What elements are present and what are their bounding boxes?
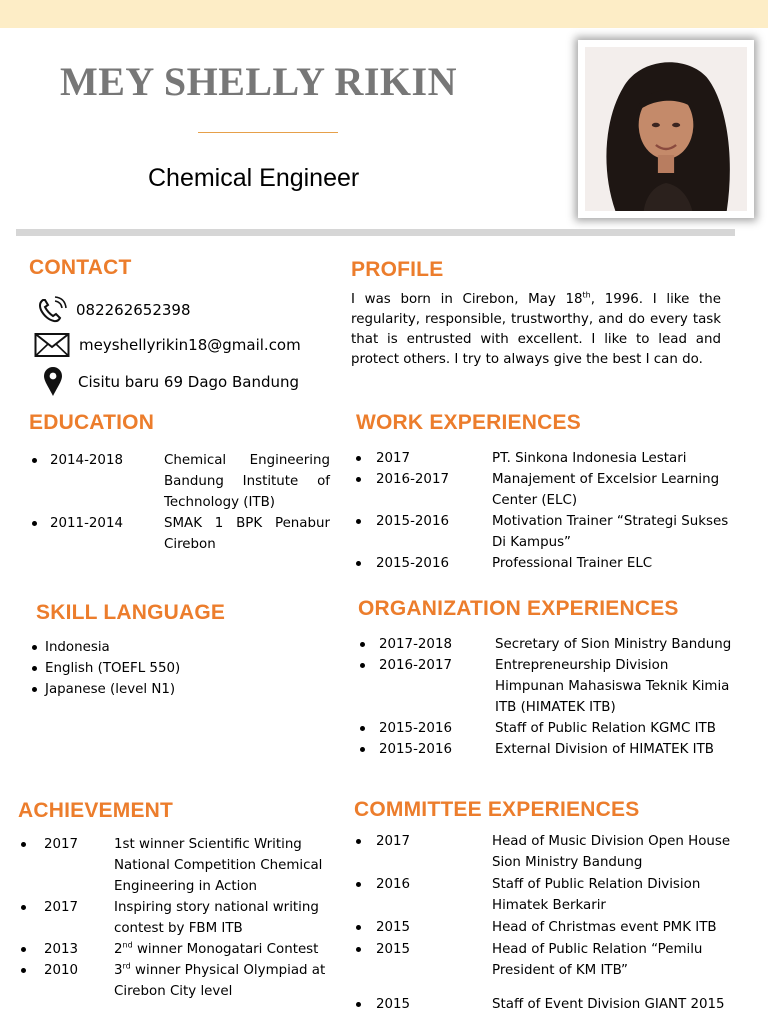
education-desc: Chemical Engineering Bandung Institute of Technology (ITB) [164,453,330,510]
achievement-item [19,834,339,897]
bullet-icon [356,925,361,930]
committee-item [356,994,742,1015]
organization-item [358,634,738,655]
committee-desc: Staff of Event Division GIANT 2015 [492,997,725,1012]
committee-desc: Staff of Public Relation Division Himatek Berkarir [492,877,701,913]
achievement-desc [114,939,339,960]
education-desc: SMAK 1 BPK Penabur Cirebon [164,516,330,552]
organization-desc: External Division of HIMATEK ITB [495,742,714,757]
bullet-icon [21,842,26,847]
bullet-icon [356,947,361,952]
language-name: Indonesia [45,640,110,655]
bullet-icon [356,882,361,887]
committee-item [356,874,742,916]
work-item [356,511,742,553]
bullet-icon [32,666,37,671]
achievement-desc-text: winner Monogatari Contest [132,942,319,957]
bullet-icon [360,663,365,668]
profile-photo [585,47,747,211]
language-item [30,637,320,658]
work-heading: WORK EXPERIENCES [356,411,581,434]
education-heading: EDUCATION [29,411,155,434]
bullet-icon [356,519,361,524]
work-item [356,553,742,574]
contact-address: Cisitu baru 69 Dago Bandung [78,373,300,391]
bullet-icon [360,747,365,752]
bullet-icon [356,839,361,844]
bullet-icon [32,458,37,463]
organization-year: 2015-2016 [379,742,452,757]
work-year: 2016-2017 [376,472,449,487]
committee-desc: Head of Public Relation “Pemilu President of KM ITB” [492,942,703,978]
contact-heading: CONTACT [29,256,132,279]
profile-photo-frame [578,40,754,218]
education-year: 2011-2014 [50,516,123,531]
achievement-desc-prefix: 3 [114,963,123,978]
job-title: Chemical Engineer [148,164,360,192]
achievement-list [19,834,339,1002]
language-name: English (TOEFL 550) [45,661,181,676]
bullet-icon [356,477,361,482]
organization-item [358,739,738,760]
work-item [356,448,742,469]
committee-heading: COMMITTEE EXPERIENCES [354,798,640,821]
contact-phone: 082262652398 [76,301,191,319]
bullet-icon [360,726,365,731]
work-desc: Manajement of Excelsior Learning Center (ELC) [492,472,720,508]
work-desc: Motivation Trainer “Strategi Sukses Di Kampus” [492,514,729,550]
bullet-icon [21,947,26,952]
organization-year: 2015-2016 [379,721,452,736]
bullet-icon [356,561,361,566]
contact-phone-row [36,296,191,324]
organization-item [358,655,738,718]
education-item [30,513,330,555]
education-item [30,450,330,513]
organization-year: 2016-2017 [379,658,452,673]
organization-desc: Staff of Public Relation KGMC ITB [495,721,716,736]
achievement-item [19,897,339,939]
bullet-icon [360,642,365,647]
work-list [356,448,742,574]
committee-year: 2015 [376,920,411,935]
contact-address-row [42,366,299,398]
committee-year: 2017 [376,834,411,849]
work-desc: PT. Sinkona Indonesia Lestari [492,451,687,466]
envelope-icon [34,332,70,358]
profile-heading: PROFILE [351,258,444,281]
work-item [356,469,742,511]
profile-text-start: I was born in Cirebon, May 18 [351,292,583,307]
profile-text-sup: th [582,290,591,300]
committee-year: 2016 [376,877,411,892]
skill-language-heading: SKILL LANGUAGE [36,601,226,624]
bullet-icon [356,1002,361,1007]
achievement-year: 2017 [44,837,79,852]
phone-icon [36,296,68,324]
committee-item [356,917,742,938]
organization-year: 2017-2018 [379,637,452,652]
committee-desc: Head of Christmas event PMK ITB [492,920,717,935]
achievement-year: 2013 [44,942,79,957]
achievement-desc: Inspiring story national writing contest by FBM ITB [114,900,319,936]
top-accent-bar [0,0,768,28]
header-divider [16,229,735,236]
organization-desc: Entrepreneurship Division Himpunan Mahasiswa Teknik Kimia ITB (HIMATEK ITB) [495,658,730,715]
work-year: 2015-2016 [376,556,449,571]
language-list [30,637,320,700]
achievement-year: 2017 [44,900,79,915]
work-year: 2015-2016 [376,514,449,529]
profile-text-end: , 1996. I like the regularity, responsible, trustworthy, and do every task that is entrusted with excellent. I like to lead and protect others. I try to always give the best I can do. [351,292,721,367]
achievement-desc-sup: nd [122,940,133,950]
committee-item [356,939,742,981]
bullet-icon [32,687,37,692]
bullet-icon [32,521,37,526]
committee-desc: Head of Music Division Open House Sion Ministry Bandung [492,834,731,870]
bullet-icon [356,456,361,461]
bullet-icon [21,968,26,973]
profile-paragraph [351,290,721,370]
achievement-heading: ACHIEVEMENT [18,799,174,822]
committee-item [356,831,742,873]
work-year: 2017 [376,451,411,466]
contact-email-row [34,332,301,358]
committee-list [356,831,742,1015]
achievement-item [19,960,339,1002]
organization-list [358,634,738,760]
achievement-year: 2010 [44,963,79,978]
resume-name: MEY SHELLY RIKIN [60,59,457,104]
organization-heading: ORGANIZATION EXPERIENCES [358,597,679,620]
organization-item [358,718,738,739]
organization-desc: Secretary of Sion Ministry Bandung [495,637,732,652]
achievement-desc-text: winner Physical Olympiad at Cirebon City level [114,963,326,999]
contact-email: meyshellyrikin18@gmail.com [79,336,301,354]
bullet-icon [32,645,37,650]
language-name: Japanese (level N1) [45,682,176,697]
language-item [30,679,320,700]
achievement-item [19,939,339,960]
language-item [30,658,320,679]
name-underline-divider [198,132,338,133]
work-desc: Professional Trainer ELC [492,556,653,571]
achievement-desc: 1st winner Scientific Writing National Competition Chemical Engineering in Action [114,837,323,894]
map-pin-icon [42,366,64,398]
achievement-desc-sup: rd [122,961,131,971]
committee-year: 2015 [376,942,411,957]
bullet-icon [21,905,26,910]
achievement-desc [114,960,339,1002]
committee-year: 2015 [376,997,411,1012]
education-year: 2014-2018 [50,453,123,468]
education-list [30,450,330,555]
achievement-desc-prefix: 2 [114,942,123,957]
